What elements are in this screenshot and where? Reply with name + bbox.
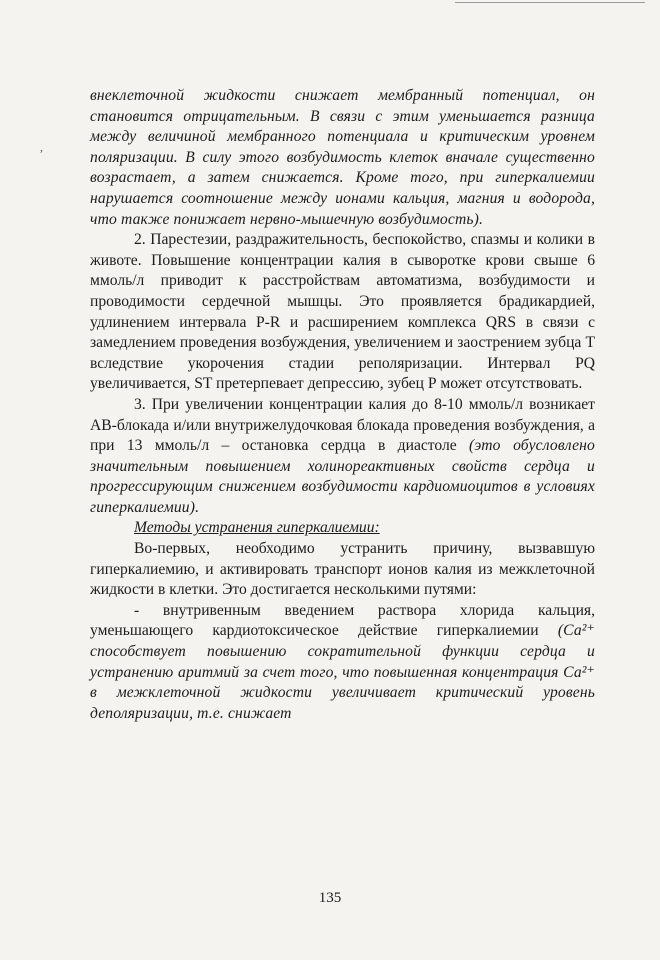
paragraph-item-3-text: 3. При увеличении концентрации калия до 8-10 ммоль/л возникает АВ-блокада и/или внутрижелудочковая блокада проведения возбуждения, а при 13 ммоль/л – остановка сердца в диастоле xyxy=(90,395,595,455)
calcium-item-text: - внутривенным введением раствора хлорида кальция, уменьшающего кардиотоксическое действие гиперкалиемии xyxy=(90,601,595,640)
paragraph-item-2: 2. Парестезии, раздражительность, беспокойство, спазмы и колики в животе. Повышение концентрации калия в сыворотке крови свыше 6 ммоль/л приводит к расстройствам автоматизма, возбудимости и проводимости сердечной мышцы. Это проявляется брадикардией, удлинением интервала P-R и расширением комплекса QRS в связи с замедлением проведения возбуждения, увеличением и заострением зубца Т вследствие укорочения стадии реполяризации. Интервал PQ увеличивается, ST претерпевает депрессию, зубец Р может отсутствовать. xyxy=(90,231,595,393)
paragraph-italic-continuation: внеклеточной жидкости снижает мембранный потенциал, он становится отрицательным. В связи с этим уменьшается разница между величиной мембранного потенциала и критическим уровнем поляризации. В силу этого возбудимость клеток вначале существенно возрастает, а затем снижается. Кроме того, при гиперкалиемии нарушается соотношение между ионами кальция, магния и водорода, что также понижает нервно-мышечную возбудимость). xyxy=(90,87,595,228)
top-edge-line xyxy=(455,2,645,3)
section-heading: Методы устранения гиперкалиемии: xyxy=(134,519,380,537)
margin-mark: , xyxy=(40,140,43,154)
paragraph-methods-intro: Во-первых, необходимо устранить причину, вызвавшую гиперкалиемию, и активировать транспорт ионов калия из межклеточной жидкости в клетки. Это достигается несколькими путями: xyxy=(90,540,595,599)
calcium-item-italic: (Са²⁺ способствует повышению сократительной функции сердца и устранению аритмий за счет того, что повышенная концентрация Са²⁺ в межклеточной жидкости увеличивает критический уровень деполяризации, т.е. снижает xyxy=(90,622,595,722)
paragraph-calcium-item xyxy=(90,601,595,725)
page-body xyxy=(90,86,595,724)
paragraph-item-3 xyxy=(90,395,595,519)
paragraph-item-3-italic: (это обусловлено значительным повышением холинореактивных свойств сердца и прогрессирующим снижением возбудимости кардиомиоцитов в условиях гиперкалиемии). xyxy=(90,437,595,516)
page-number: 135 xyxy=(318,890,342,906)
